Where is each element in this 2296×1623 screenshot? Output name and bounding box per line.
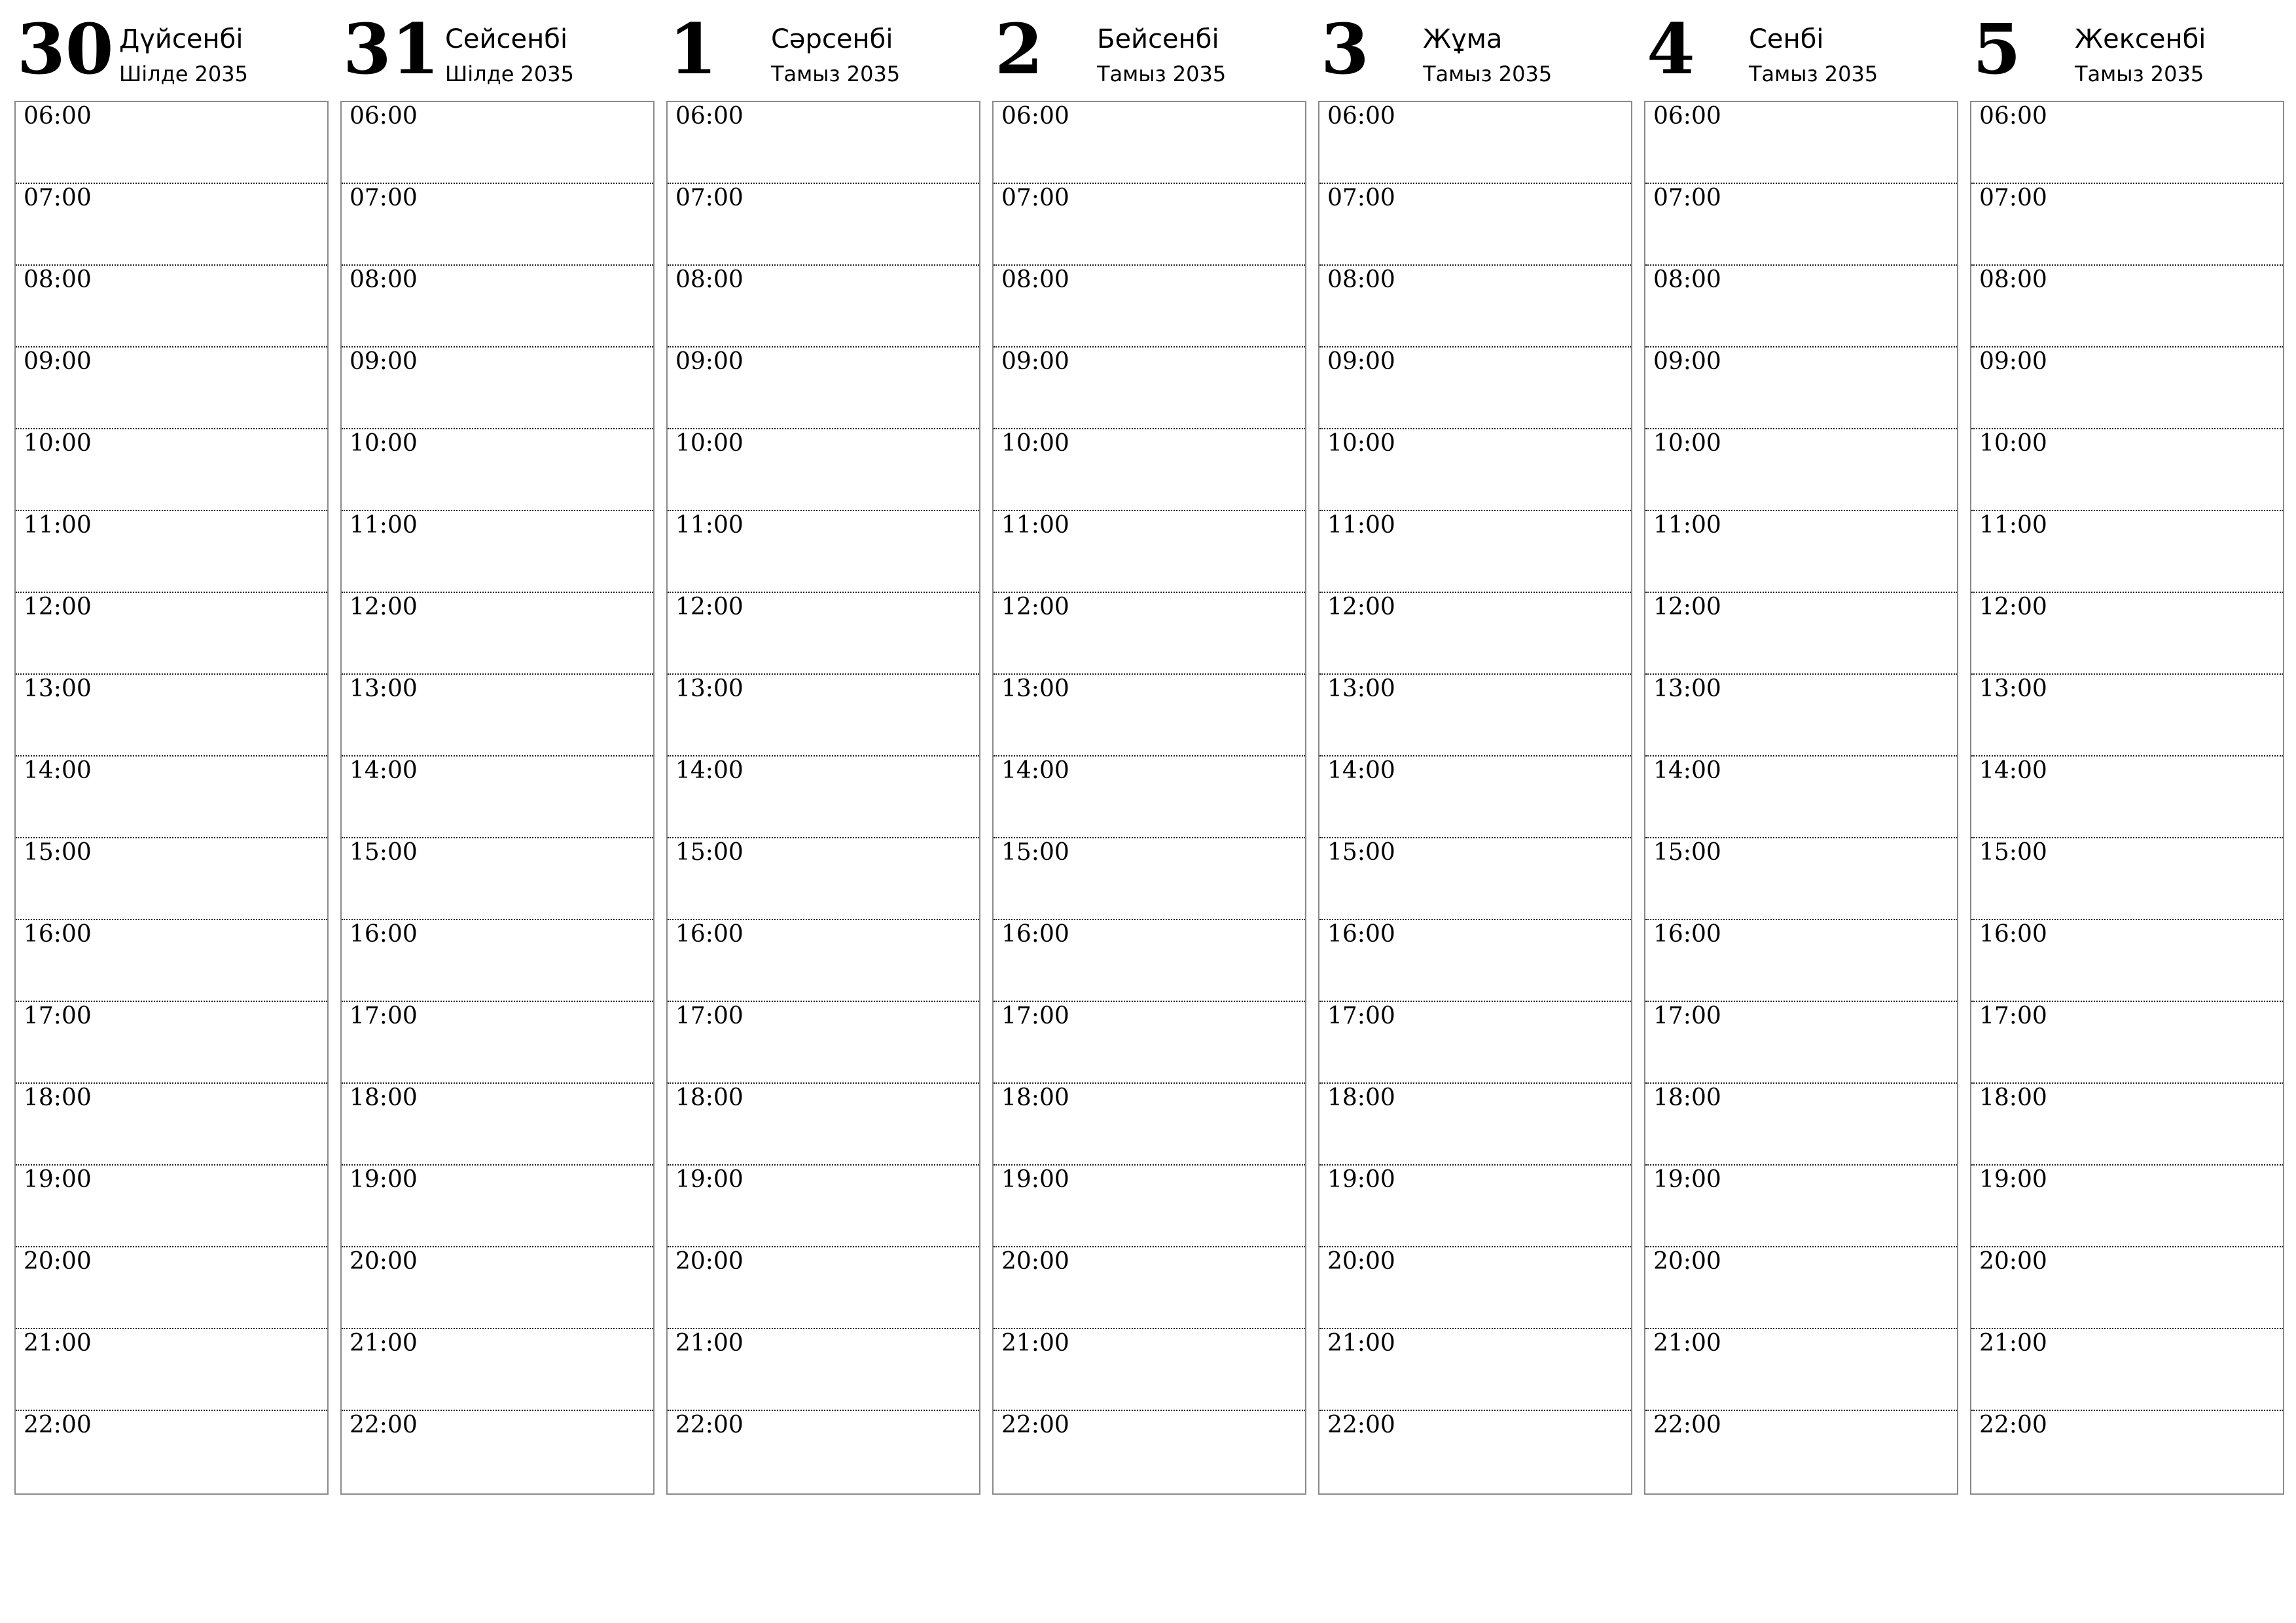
day-header <box>14 0 329 98</box>
hour-label: 17:00 <box>1327 1003 1395 1029</box>
hour-label: 20:00 <box>1653 1248 1721 1275</box>
hour-label: 07:00 <box>1979 185 2047 211</box>
hour-label: 11:00 <box>1653 512 1721 539</box>
day-number: 31 <box>343 8 440 90</box>
hour-slot[interactable] <box>1645 757 1957 838</box>
hour-label: 15:00 <box>1653 839 1721 866</box>
hour-label: 12:00 <box>24 594 92 620</box>
hour-label: 21:00 <box>675 1330 744 1357</box>
hour-label: 11:00 <box>24 512 92 539</box>
hour-slot[interactable] <box>1971 1002 2283 1084</box>
hour-slot[interactable] <box>1319 1247 1631 1329</box>
hour-label: 18:00 <box>1327 1084 1395 1111</box>
hour-label: 06:00 <box>1979 103 2047 130</box>
hour-label: 11:00 <box>1979 512 2047 539</box>
hour-label: 09:00 <box>1653 348 1721 375</box>
day-column <box>1970 0 2284 1505</box>
hour-slot[interactable] <box>668 920 979 1002</box>
hour-label: 17:00 <box>675 1003 744 1029</box>
hour-slot[interactable] <box>1319 1411 1631 1493</box>
hour-slot[interactable] <box>1971 593 2283 675</box>
hour-label: 08:00 <box>1653 266 1721 293</box>
hour-label: 19:00 <box>350 1166 418 1193</box>
hour-label: 17:00 <box>1979 1003 2047 1029</box>
day-column <box>992 0 1306 1505</box>
hour-label: 08:00 <box>1979 266 2047 293</box>
hour-label: 18:00 <box>24 1084 92 1111</box>
hour-slot[interactable] <box>668 102 979 184</box>
hour-label: 06:00 <box>1653 103 1721 130</box>
hour-label: 10:00 <box>1327 430 1395 457</box>
hour-label: 07:00 <box>350 185 418 211</box>
hour-slot[interactable] <box>1319 184 1631 266</box>
hour-slot[interactable] <box>342 511 653 593</box>
hour-label: 09:00 <box>24 348 92 375</box>
hour-label: 07:00 <box>675 185 744 211</box>
hour-slot[interactable] <box>1319 593 1631 675</box>
month-year: Тамыз 2035 <box>771 62 901 86</box>
hour-grid <box>340 101 655 1495</box>
hour-slot[interactable] <box>1971 1329 2283 1411</box>
hour-slot[interactable] <box>1971 511 2283 593</box>
hour-label: 16:00 <box>1327 921 1395 948</box>
hour-label: 15:00 <box>1001 839 1069 866</box>
hour-label: 08:00 <box>1327 266 1395 293</box>
hour-label: 12:00 <box>1001 594 1069 620</box>
hour-grid <box>1318 101 1632 1495</box>
hour-label: 12:00 <box>350 594 418 620</box>
hour-slot[interactable] <box>1645 511 1957 593</box>
hour-slot[interactable] <box>668 429 979 511</box>
hour-label: 18:00 <box>1001 1084 1069 1111</box>
hour-label: 07:00 <box>24 185 92 211</box>
hour-label: 12:00 <box>1653 594 1721 620</box>
hour-label: 21:00 <box>1327 1330 1395 1357</box>
hour-slot[interactable] <box>1645 102 1957 184</box>
month-year: Тамыз 2035 <box>2075 62 2204 86</box>
hour-slot[interactable] <box>994 348 1305 429</box>
hour-slot[interactable] <box>668 184 979 266</box>
hour-slot[interactable] <box>1971 675 2283 757</box>
hour-label: 06:00 <box>24 103 92 130</box>
hour-label: 15:00 <box>350 839 418 866</box>
hour-slot[interactable] <box>342 348 653 429</box>
hour-label: 16:00 <box>1653 921 1721 948</box>
day-column <box>340 0 655 1505</box>
hour-label: 14:00 <box>350 757 418 784</box>
hour-label: 22:00 <box>350 1412 418 1438</box>
weekday-name: Жексенбі <box>2075 24 2206 54</box>
month-year: Тамыз 2035 <box>1097 62 1227 86</box>
hour-label: 08:00 <box>1001 266 1069 293</box>
hour-slot[interactable] <box>342 1002 653 1084</box>
hour-label: 15:00 <box>675 839 744 866</box>
hour-slot[interactable] <box>668 1329 979 1411</box>
hour-label: 14:00 <box>1653 757 1721 784</box>
hour-label: 10:00 <box>1001 430 1069 457</box>
day-column <box>14 0 329 1505</box>
hour-slot[interactable] <box>994 1329 1305 1411</box>
hour-slot[interactable] <box>1319 1166 1631 1247</box>
hour-label: 10:00 <box>1979 430 2047 457</box>
hour-label: 22:00 <box>1327 1412 1395 1438</box>
hour-label: 09:00 <box>1327 348 1395 375</box>
hour-slot[interactable] <box>16 675 327 757</box>
hour-slot[interactable] <box>1319 838 1631 920</box>
hour-slot[interactable] <box>1645 920 1957 1002</box>
hour-label: 22:00 <box>1001 1412 1069 1438</box>
hour-slot[interactable] <box>342 675 653 757</box>
hour-slot[interactable] <box>1645 675 1957 757</box>
hour-slot[interactable] <box>1971 429 2283 511</box>
hour-slot[interactable] <box>1645 593 1957 675</box>
hour-slot[interactable] <box>16 1002 327 1084</box>
hour-slot[interactable] <box>1645 1247 1957 1329</box>
hour-grid <box>14 101 329 1495</box>
hour-label: 10:00 <box>24 430 92 457</box>
hour-slot[interactable] <box>668 593 979 675</box>
hour-slot[interactable] <box>668 1411 979 1493</box>
hour-slot[interactable] <box>994 429 1305 511</box>
day-column <box>1318 0 1632 1505</box>
hour-slot[interactable] <box>994 675 1305 757</box>
hour-slot[interactable] <box>342 757 653 838</box>
hour-slot[interactable] <box>1971 184 2283 266</box>
hour-slot[interactable] <box>342 920 653 1002</box>
hour-label: 13:00 <box>675 675 744 702</box>
hour-grid <box>1644 101 1958 1495</box>
hour-label: 18:00 <box>675 1084 744 1111</box>
hour-label: 17:00 <box>1001 1003 1069 1029</box>
hour-slot[interactable] <box>994 1166 1305 1247</box>
hour-label: 19:00 <box>675 1166 744 1193</box>
hour-label: 13:00 <box>1979 675 2047 702</box>
hour-slot[interactable] <box>16 184 327 266</box>
hour-slot[interactable] <box>668 1002 979 1084</box>
hour-label: 13:00 <box>350 675 418 702</box>
hour-slot[interactable] <box>994 511 1305 593</box>
hour-label: 18:00 <box>1979 1084 2047 1111</box>
hour-slot[interactable] <box>1645 1329 1957 1411</box>
weekday-name: Дүйсенбі <box>119 24 243 54</box>
day-header <box>666 0 980 98</box>
hour-slot[interactable] <box>668 838 979 920</box>
day-number: 4 <box>1647 8 1695 90</box>
hour-label: 08:00 <box>675 266 744 293</box>
hour-label: 20:00 <box>1979 1248 2047 1275</box>
hour-label: 16:00 <box>1979 921 2047 948</box>
day-header <box>340 0 655 98</box>
hour-label: 12:00 <box>675 594 744 620</box>
hour-label: 14:00 <box>1001 757 1069 784</box>
hour-slot[interactable] <box>994 757 1305 838</box>
hour-label: 16:00 <box>24 921 92 948</box>
hour-slot[interactable] <box>342 184 653 266</box>
hour-slot[interactable] <box>16 429 327 511</box>
hour-label: 20:00 <box>1001 1248 1069 1275</box>
weekday-name: Сәрсенбі <box>771 24 893 54</box>
hour-slot[interactable] <box>1319 511 1631 593</box>
hour-slot[interactable] <box>1971 920 2283 1002</box>
hour-slot[interactable] <box>1971 1247 2283 1329</box>
hour-slot[interactable] <box>1645 266 1957 348</box>
hour-slot[interactable] <box>668 348 979 429</box>
hour-label: 19:00 <box>1653 1166 1721 1193</box>
hour-label: 06:00 <box>675 103 744 130</box>
hour-slot[interactable] <box>342 102 653 184</box>
hour-label: 09:00 <box>1001 348 1069 375</box>
hour-label: 07:00 <box>1653 185 1721 211</box>
hour-slot[interactable] <box>1645 1411 1957 1493</box>
hour-slot[interactable] <box>1319 1329 1631 1411</box>
hour-label: 15:00 <box>1327 839 1395 866</box>
day-number: 2 <box>995 8 1043 90</box>
hour-label: 11:00 <box>1001 512 1069 539</box>
hour-label: 19:00 <box>1001 1166 1069 1193</box>
hour-label: 19:00 <box>24 1166 92 1193</box>
hour-slot[interactable] <box>342 1329 653 1411</box>
hour-label: 13:00 <box>1001 675 1069 702</box>
hour-slot[interactable] <box>1319 1084 1631 1166</box>
hour-slot[interactable] <box>16 1411 327 1493</box>
month-year: Тамыз 2035 <box>1749 62 1878 86</box>
hour-label: 18:00 <box>1653 1084 1721 1111</box>
hour-label: 13:00 <box>1327 675 1395 702</box>
hour-label: 14:00 <box>24 757 92 784</box>
hour-slot[interactable] <box>1319 920 1631 1002</box>
hour-slot[interactable] <box>16 1329 327 1411</box>
weekday-name: Сенбі <box>1749 24 1824 54</box>
hour-slot[interactable] <box>16 1247 327 1329</box>
hour-label: 20:00 <box>24 1248 92 1275</box>
day-header <box>992 0 1306 98</box>
hour-slot[interactable] <box>16 266 327 348</box>
hour-label: 06:00 <box>1001 103 1069 130</box>
weekday-name: Жұма <box>1423 24 1503 54</box>
hour-label: 14:00 <box>675 757 744 784</box>
hour-label: 11:00 <box>350 512 418 539</box>
hour-slot[interactable] <box>668 1166 979 1247</box>
day-header <box>1970 0 2284 98</box>
hour-label: 09:00 <box>350 348 418 375</box>
hour-label: 20:00 <box>350 1248 418 1275</box>
hour-slot[interactable] <box>1971 266 2283 348</box>
hour-slot[interactable] <box>668 511 979 593</box>
hour-grid <box>666 101 980 1495</box>
hour-label: 22:00 <box>1653 1412 1721 1438</box>
hour-label: 22:00 <box>675 1412 744 1438</box>
hour-slot[interactable] <box>1645 348 1957 429</box>
hour-label: 10:00 <box>1653 430 1721 457</box>
hour-label: 15:00 <box>24 839 92 866</box>
hour-slot[interactable] <box>668 1247 979 1329</box>
hour-label: 21:00 <box>1979 1330 2047 1357</box>
hour-slot[interactable] <box>16 1166 327 1247</box>
hour-slot[interactable] <box>16 593 327 675</box>
day-header <box>1318 0 1632 98</box>
hour-slot[interactable] <box>1971 1084 2283 1166</box>
hour-label: 14:00 <box>1979 757 2047 784</box>
hour-label: 16:00 <box>675 921 744 948</box>
hour-label: 07:00 <box>1001 185 1069 211</box>
hour-slot[interactable] <box>1971 838 2283 920</box>
hour-slot[interactable] <box>1971 757 2283 838</box>
hour-slot[interactable] <box>16 348 327 429</box>
day-number: 5 <box>1973 8 2021 90</box>
hour-grid <box>992 101 1306 1495</box>
day-number: 3 <box>1321 8 1369 90</box>
hour-label: 14:00 <box>1327 757 1395 784</box>
hour-label: 21:00 <box>350 1330 418 1357</box>
hour-slot[interactable] <box>1319 757 1631 838</box>
hour-label: 15:00 <box>1979 839 2047 866</box>
hour-slot[interactable] <box>342 266 653 348</box>
hour-slot[interactable] <box>1971 1166 2283 1247</box>
hour-slot[interactable] <box>16 102 327 184</box>
hour-slot[interactable] <box>1971 1411 2283 1493</box>
hour-slot[interactable] <box>1319 429 1631 511</box>
hour-slot[interactable] <box>1645 838 1957 920</box>
hour-slot[interactable] <box>994 184 1305 266</box>
month-year: Шілде 2035 <box>119 62 248 86</box>
hour-slot[interactable] <box>1645 1166 1957 1247</box>
hour-grid <box>1970 101 2284 1495</box>
hour-label: 06:00 <box>1327 103 1395 130</box>
hour-label: 09:00 <box>1979 348 2047 375</box>
hour-slot[interactable] <box>342 1084 653 1166</box>
hour-slot[interactable] <box>342 593 653 675</box>
hour-label: 06:00 <box>350 103 418 130</box>
hour-label: 10:00 <box>350 430 418 457</box>
hour-slot[interactable] <box>342 1411 653 1493</box>
day-number: 1 <box>669 8 717 90</box>
hour-slot[interactable] <box>994 1084 1305 1166</box>
hour-slot[interactable] <box>668 1084 979 1166</box>
hour-slot[interactable] <box>1971 102 2283 184</box>
hour-label: 13:00 <box>1653 675 1721 702</box>
hour-label: 21:00 <box>24 1330 92 1357</box>
hour-slot[interactable] <box>668 266 979 348</box>
hour-slot[interactable] <box>1319 348 1631 429</box>
hour-label: 21:00 <box>1653 1330 1721 1357</box>
hour-label: 19:00 <box>1327 1166 1395 1193</box>
hour-label: 22:00 <box>24 1412 92 1438</box>
hour-slot[interactable] <box>994 266 1305 348</box>
hour-label: 21:00 <box>1001 1330 1069 1357</box>
hour-label: 09:00 <box>675 348 744 375</box>
hour-label: 17:00 <box>350 1003 418 1029</box>
hour-slot[interactable] <box>668 757 979 838</box>
hour-label: 18:00 <box>350 1084 418 1111</box>
hour-slot[interactable] <box>1971 348 2283 429</box>
hour-slot[interactable] <box>342 429 653 511</box>
hour-slot[interactable] <box>1319 266 1631 348</box>
hour-slot[interactable] <box>1645 184 1957 266</box>
hour-label: 10:00 <box>675 430 744 457</box>
hour-label: 16:00 <box>350 921 418 948</box>
hour-label: 17:00 <box>1653 1003 1721 1029</box>
day-column <box>666 0 980 1505</box>
hour-slot[interactable] <box>16 757 327 838</box>
hour-label: 20:00 <box>1327 1248 1395 1275</box>
hour-slot[interactable] <box>668 675 979 757</box>
day-header <box>1644 0 1958 98</box>
hour-slot[interactable] <box>1645 1002 1957 1084</box>
day-number: 30 <box>17 8 114 90</box>
hour-label: 19:00 <box>1979 1166 2047 1193</box>
hour-slot[interactable] <box>1645 429 1957 511</box>
hour-slot[interactable] <box>1319 675 1631 757</box>
hour-slot[interactable] <box>16 838 327 920</box>
hour-slot[interactable] <box>994 1247 1305 1329</box>
hour-label: 08:00 <box>24 266 92 293</box>
hour-slot[interactable] <box>994 920 1305 1002</box>
hour-label: 13:00 <box>24 675 92 702</box>
hour-slot[interactable] <box>994 593 1305 675</box>
month-year: Шілде 2035 <box>445 62 574 86</box>
hour-slot[interactable] <box>994 1411 1305 1493</box>
hour-label: 12:00 <box>1979 594 2047 620</box>
hour-slot[interactable] <box>16 920 327 1002</box>
hour-label: 12:00 <box>1327 594 1395 620</box>
weekday-name: Сейсенбі <box>445 24 568 54</box>
hour-label: 11:00 <box>1327 512 1395 539</box>
hour-slot[interactable] <box>1645 1084 1957 1166</box>
hour-slot[interactable] <box>994 838 1305 920</box>
hour-slot[interactable] <box>16 511 327 593</box>
hour-label: 08:00 <box>350 266 418 293</box>
month-year: Тамыз 2035 <box>1423 62 1552 86</box>
hour-slot[interactable] <box>16 1084 327 1166</box>
hour-slot[interactable] <box>1319 102 1631 184</box>
hour-label: 20:00 <box>675 1248 744 1275</box>
hour-label: 07:00 <box>1327 185 1395 211</box>
hour-slot[interactable] <box>342 1166 653 1247</box>
day-column <box>1644 0 1958 1505</box>
hour-slot[interactable] <box>342 1247 653 1329</box>
hour-label: 22:00 <box>1979 1412 2047 1438</box>
hour-label: 16:00 <box>1001 921 1069 948</box>
weekday-name: Бейсенбі <box>1097 24 1219 54</box>
hour-slot[interactable] <box>994 1002 1305 1084</box>
hour-slot[interactable] <box>1319 1002 1631 1084</box>
hour-slot[interactable] <box>994 102 1305 184</box>
hour-slot[interactable] <box>342 838 653 920</box>
hour-label: 11:00 <box>675 512 744 539</box>
hour-label: 17:00 <box>24 1003 92 1029</box>
